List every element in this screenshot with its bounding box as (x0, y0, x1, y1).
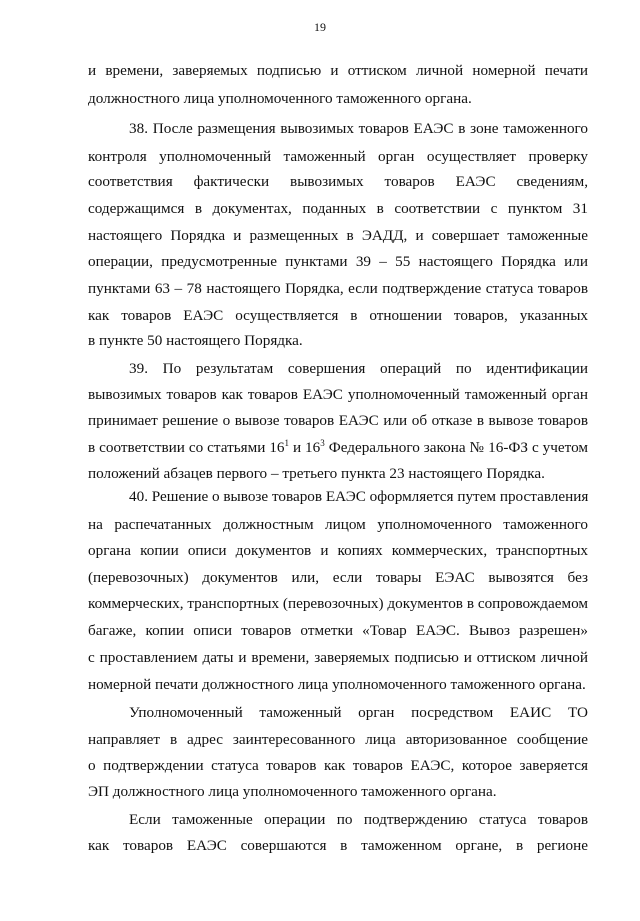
text-line (88, 62, 588, 80)
text-line (88, 307, 588, 325)
text-line (88, 412, 588, 430)
text-segment: с проставлением даты и времени, заверяемых подписью и оттиском личной (88, 649, 588, 666)
text-segment: коммерческих, транспортных (перевозочных) документов в сопровождаемом (88, 595, 588, 612)
text-line (88, 332, 588, 350)
text-segment: как товаров ЕАЭС осуществляется в отношении товаров, указанных (88, 307, 588, 324)
text-segment: настоящего Порядка и размещенных в ЭАДД, и совершает таможенные (88, 227, 588, 244)
text-line (88, 542, 588, 560)
text-segment: о подтверждении статуса товаров как товаров ЕАЭС, которое заверяется (88, 757, 588, 774)
text-line (88, 280, 588, 298)
text-line (88, 757, 588, 775)
text-line (88, 837, 588, 855)
text-line (88, 148, 588, 166)
text-segment: (перевозочных) документов или, если товары ЕЭАС вывозятся без (88, 569, 588, 586)
text-line (88, 227, 588, 245)
text-segment: и времени, заверяемых подписью и оттиском личной номерной печати (88, 62, 588, 79)
text-segment: вывозимых товаров как товаров ЕАЭС уполномоченный таможенный орган (88, 386, 588, 403)
text-line (88, 676, 588, 694)
text-segment: багаже, копии описи товаров отметки «Товар ЕАЭС. Вывоз разрешен» (88, 622, 588, 639)
text-line (88, 783, 588, 801)
text-line (88, 439, 588, 457)
text-segment: пунктами 63 – 78 настоящего Порядка, если подтверждение статуса товаров (88, 280, 588, 297)
text-line (129, 704, 588, 722)
page-number: 19 (314, 20, 326, 34)
text-segment: 40. Решение о вывозе товаров ЕАЭС оформляется путем проставления (129, 488, 589, 505)
text-segment: Если таможенные операции по подтверждению статуса товаров (129, 811, 588, 828)
text-segment: операции, предусмотренные пунктами 39 – 55 настоящего Порядка или (88, 253, 588, 270)
text-segment: содержащимся в документах, поданных в соответствии с пунктом 31 (88, 200, 588, 217)
text-segment: в пункте 50 настоящего Порядка. (88, 332, 303, 349)
superscript: 3 (320, 438, 325, 448)
text-segment: должностного лица уполномоченного таможенного органа. (88, 90, 472, 107)
text-segment: и 16 (289, 439, 321, 456)
text-segment: положений абзацев первого – третьего пункта 23 настоящего Порядка. (88, 465, 545, 482)
text-segment: органа копии описи документов и копиях коммерческих, транспортных (88, 542, 588, 559)
text-line (88, 90, 588, 108)
text-segment: направляет в адрес заинтересованного лица авторизованное сообщение (88, 731, 588, 748)
text-line (88, 622, 588, 640)
text-segment: на распечатанных должностным лицом уполномоченного таможенного (88, 516, 588, 533)
text-segment: ЭП должностного лица уполномоченного таможенного органа. (88, 783, 497, 800)
text-line (129, 488, 588, 506)
text-segment: контроля уполномоченный таможенный орган осуществляет проверку (88, 148, 588, 165)
text-segment: 39. По результатам совершения операций по идентификации (129, 360, 588, 377)
text-line (88, 173, 588, 191)
text-line (88, 253, 588, 271)
text-line (88, 649, 588, 667)
text-line (88, 465, 588, 483)
text-line (88, 595, 588, 613)
text-line (88, 569, 588, 587)
text-segment: соответствия фактически вывозимых товаров ЕАЭС сведениям, (88, 173, 588, 190)
text-line (88, 516, 588, 534)
text-line (88, 731, 588, 749)
text-segment: как товаров ЕАЭС совершаются в таможенном органе, в регионе (88, 837, 588, 854)
text-segment: Федерального закона № 16-ФЗ с учетом (324, 439, 588, 456)
text-segment: номерной печати должностного лица уполномоченного таможенного органа. (88, 676, 586, 693)
text-line (129, 811, 588, 829)
text-line (129, 360, 588, 378)
text-segment: принимает решение о вывозе товаров ЕАЭС или об отказе в вывозе товаров (88, 412, 588, 429)
text-line (129, 120, 588, 138)
text-line (88, 200, 588, 218)
text-line (88, 386, 588, 404)
text-segment: Уполномоченный таможенный орган посредством ЕАИС ТО (129, 704, 588, 721)
superscript: 1 (284, 438, 290, 448)
text-segment: в соответствии со статьями 16 (88, 439, 285, 456)
text-segment: 38. После размещения вывозимых товаров ЕАЭС в зоне таможенного (129, 120, 588, 137)
